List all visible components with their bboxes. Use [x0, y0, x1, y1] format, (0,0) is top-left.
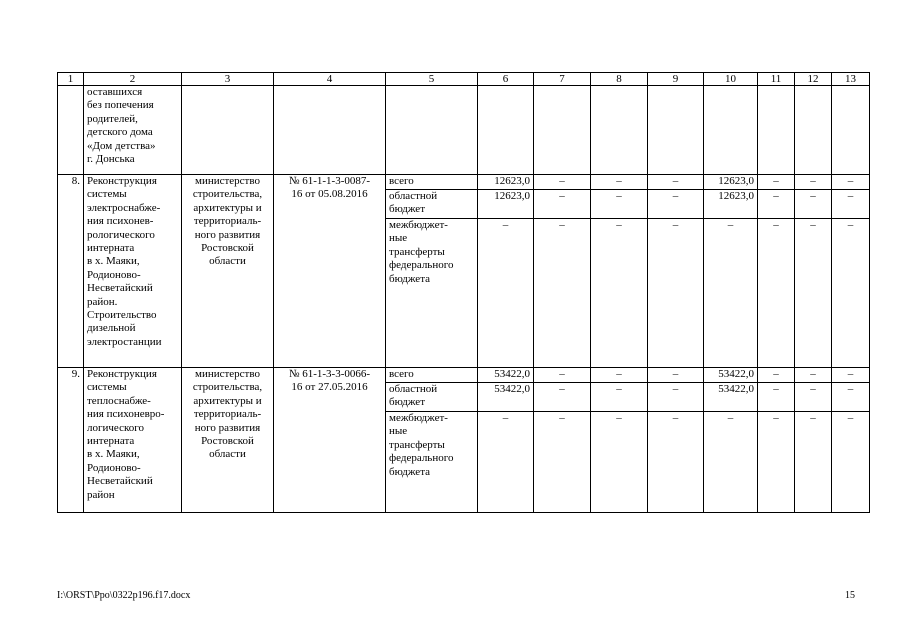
- cell-source: межбюджет- ные трансферты федерального бюджета: [386, 412, 478, 513]
- header-col-1: 1: [58, 73, 84, 86]
- table-row: [58, 368, 870, 383]
- cell-num: 9.: [58, 368, 84, 513]
- cell-c10: –: [704, 412, 758, 513]
- header-col-7: 7: [534, 73, 591, 86]
- cell-c13: –: [832, 175, 870, 190]
- cell-c8: –: [591, 383, 648, 412]
- table-row: [58, 175, 870, 190]
- cell-c13: –: [832, 190, 870, 219]
- cell-empty: [832, 86, 870, 175]
- cell-c9: –: [648, 368, 704, 383]
- cell-c6: –: [478, 219, 534, 368]
- cell-c6: 53422,0: [478, 368, 534, 383]
- cell-empty: [648, 86, 704, 175]
- cell-num: 8.: [58, 175, 84, 368]
- cell-c6: 53422,0: [478, 383, 534, 412]
- cell-c11: –: [758, 175, 795, 190]
- cell-c7: –: [534, 175, 591, 190]
- header-col-11: 11: [758, 73, 795, 86]
- cell-name: оставшихся без попечения родителей, детского дома «Дом детства» г. Донська: [84, 86, 182, 175]
- cell-empty: [704, 86, 758, 175]
- header-col-10: 10: [704, 73, 758, 86]
- budget-table: [57, 72, 870, 513]
- cell-c9: –: [648, 175, 704, 190]
- cell-source: областной бюджет: [386, 190, 478, 219]
- cell-name: Реконструкция системы теплоснабже- ния психоневро- логического интерната в х. Маяки, Родионово- Несветайский район: [84, 368, 182, 513]
- cell-c12: –: [795, 190, 832, 219]
- cell-c9: –: [648, 219, 704, 368]
- cell-c10: –: [704, 219, 758, 368]
- header-col-13: 13: [832, 73, 870, 86]
- cell-empty: [182, 86, 274, 175]
- cell-c8: –: [591, 412, 648, 513]
- cell-empty: [591, 86, 648, 175]
- footer-file-path: I:\ORST\Ppo\0322p196.f17.docx: [57, 590, 191, 601]
- cell-c10: 12623,0: [704, 190, 758, 219]
- cell-c13: –: [832, 412, 870, 513]
- cell-source: межбюджет- ные трансферты федерального бюджета: [386, 219, 478, 368]
- cell-name: Реконструкция системы электроснабже- ния психонев- рологического интерната в х. Маяки, Родионово- Несветайский район. Строительство дизельной электростанции: [84, 175, 182, 368]
- cell-c13: –: [832, 368, 870, 383]
- cell-c11: –: [758, 190, 795, 219]
- header-col-8: 8: [591, 73, 648, 86]
- header-col-3: 3: [182, 73, 274, 86]
- cell-c8: –: [591, 175, 648, 190]
- cell-c7: –: [534, 190, 591, 219]
- cell-c6: 12623,0: [478, 190, 534, 219]
- header-col-9: 9: [648, 73, 704, 86]
- cell-c9: –: [648, 412, 704, 513]
- cell-c7: –: [534, 383, 591, 412]
- header-col-2: 2: [84, 73, 182, 86]
- cell-c7: –: [534, 368, 591, 383]
- cell-c7: –: [534, 219, 591, 368]
- page-number: 15: [845, 590, 855, 601]
- cell-c10: 12623,0: [704, 175, 758, 190]
- cell-empty: [274, 86, 386, 175]
- cell-c10: 53422,0: [704, 368, 758, 383]
- cell-c11: –: [758, 383, 795, 412]
- header-col-4: 4: [274, 73, 386, 86]
- cell-c13: –: [832, 383, 870, 412]
- cell-source: всего: [386, 175, 478, 190]
- cell-c11: –: [758, 219, 795, 368]
- cell-c12: –: [795, 412, 832, 513]
- cell-empty: [386, 86, 478, 175]
- cell-c11: –: [758, 412, 795, 513]
- cell-customer: министерство строительства, архитектуры и территориаль- ного развития Ростовской области: [182, 175, 274, 368]
- cell-c12: –: [795, 219, 832, 368]
- header-col-6: 6: [478, 73, 534, 86]
- cell-c7: –: [534, 412, 591, 513]
- cell-customer: министерство строительства, архитектуры и территориаль- ного развития Ростовской области: [182, 368, 274, 513]
- cell-c8: –: [591, 219, 648, 368]
- cell-c6: –: [478, 412, 534, 513]
- cell-c8: –: [591, 368, 648, 383]
- cell-document: № 61-1-1-3-0087- 16 от 05.08.2016: [274, 175, 386, 368]
- header-row: [58, 73, 870, 86]
- cell-source: всего: [386, 368, 478, 383]
- header-col-5: 5: [386, 73, 478, 86]
- cell-c9: –: [648, 190, 704, 219]
- cell-empty: [534, 86, 591, 175]
- cell-c8: –: [591, 190, 648, 219]
- cell-c13: –: [832, 219, 870, 368]
- table-row: [58, 86, 870, 175]
- cell-c12: –: [795, 368, 832, 383]
- cell-document: № 61-1-3-3-0066- 16 от 27.05.2016: [274, 368, 386, 513]
- cell-empty: [795, 86, 832, 175]
- cell-empty: [478, 86, 534, 175]
- cell-c6: 12623,0: [478, 175, 534, 190]
- cell-source: областной бюджет: [386, 383, 478, 412]
- cell-c12: –: [795, 175, 832, 190]
- cell-c9: –: [648, 383, 704, 412]
- cell-c10: 53422,0: [704, 383, 758, 412]
- cell-c11: –: [758, 368, 795, 383]
- cell-num: [58, 86, 84, 175]
- cell-c12: –: [795, 383, 832, 412]
- cell-empty: [758, 86, 795, 175]
- header-col-12: 12: [795, 73, 832, 86]
